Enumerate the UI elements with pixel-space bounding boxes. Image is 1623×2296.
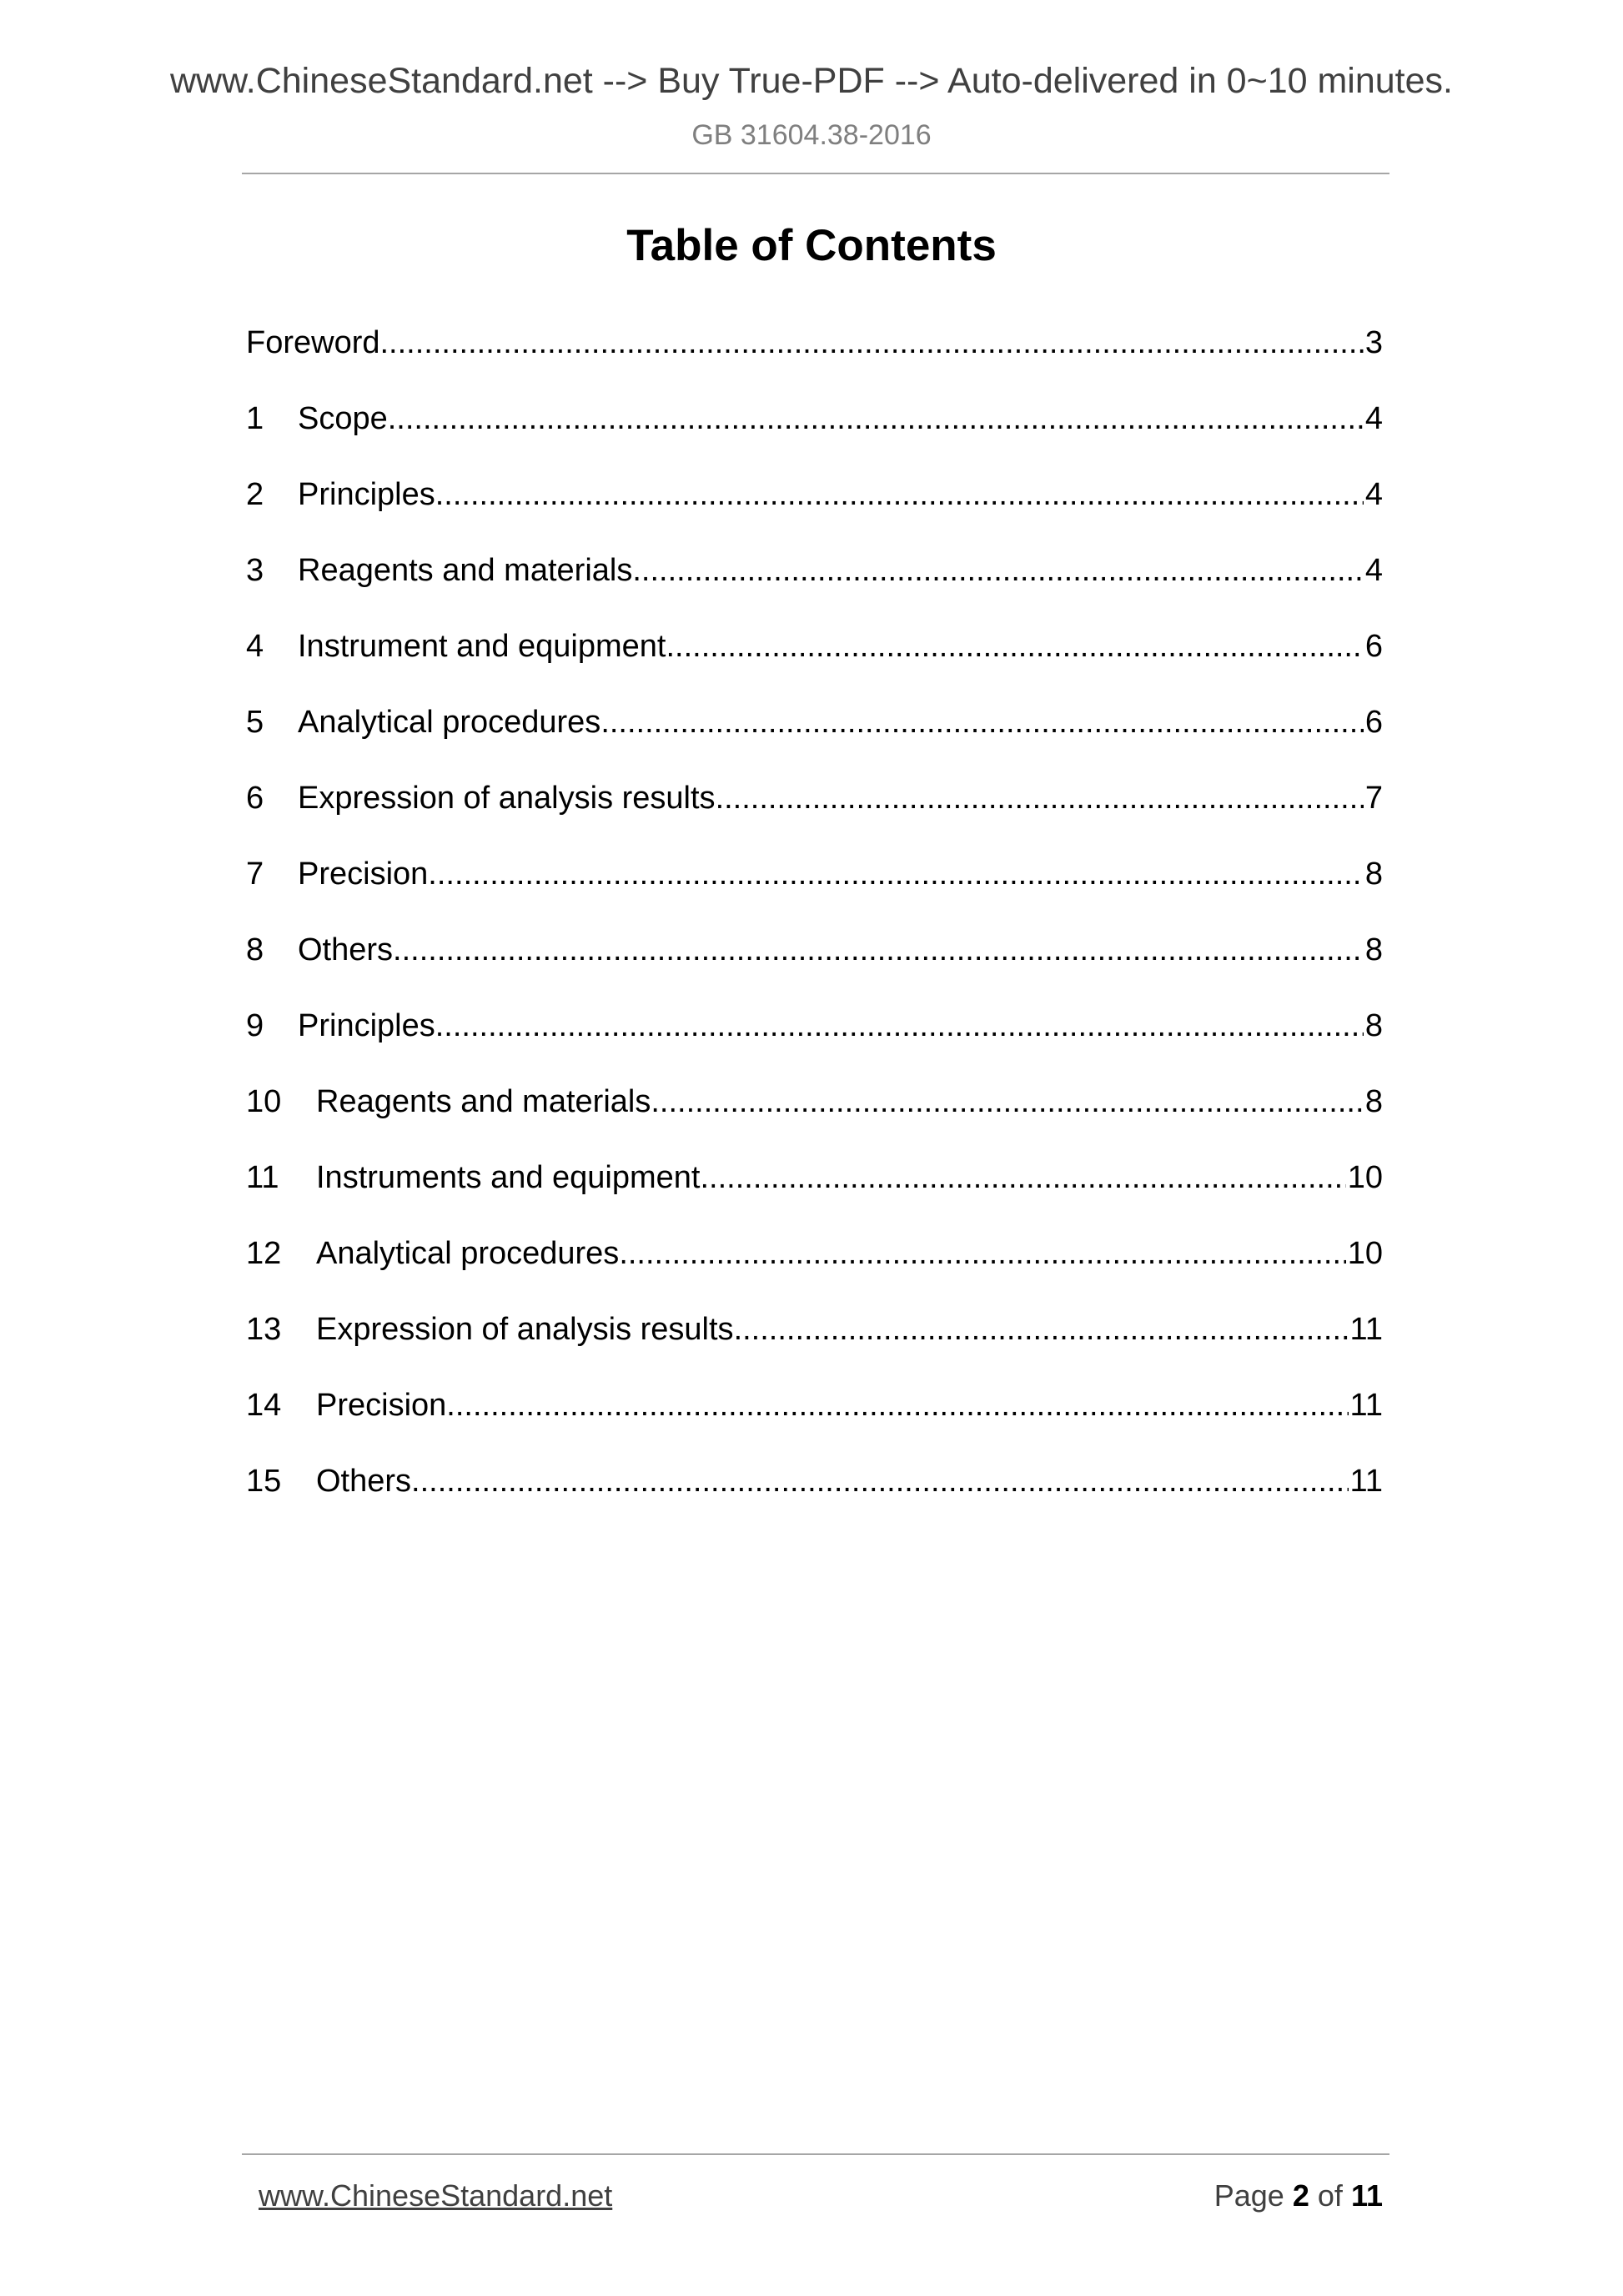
- header-divider: [242, 173, 1389, 174]
- toc-entry[interactable]: [246, 932, 1383, 1008]
- toc-entry-page: 11: [1349, 1464, 1383, 1499]
- toc-dot-leader: [632, 553, 1364, 588]
- toc-dot-leader: [600, 705, 1364, 740]
- toc-dot-leader: [393, 932, 1364, 967]
- toc-entry-label: Reagents and materials: [316, 1084, 651, 1119]
- toc-entry-number: 4: [246, 629, 264, 664]
- toc-entry[interactable]: [246, 705, 1383, 781]
- toc-entry-label: Analytical procedures: [298, 705, 601, 740]
- footer-website-link[interactable]: www.ChineseStandard.net: [259, 2178, 613, 2213]
- toc-entry-label: Precision: [298, 857, 429, 892]
- toc-dot-leader: [734, 1312, 1349, 1347]
- toc-entry-page: 8: [1364, 1008, 1383, 1043]
- toc-dot-leader: [666, 629, 1364, 664]
- toc-entry-number: 6: [246, 781, 264, 816]
- table-of-contents: [246, 325, 1383, 1540]
- toc-entry-number: 9: [246, 1008, 264, 1043]
- toc-entry-number: 10: [246, 1084, 282, 1119]
- page-title: Table of Contents: [626, 221, 997, 270]
- toc-entry-page: 6: [1364, 629, 1383, 664]
- toc-entry[interactable]: [246, 477, 1383, 553]
- page-of: of: [1317, 2178, 1343, 2213]
- toc-entry-number: 13: [246, 1312, 282, 1347]
- standard-id: GB 31604.38-2016: [691, 119, 932, 151]
- toc-entry[interactable]: [246, 781, 1383, 857]
- toc-dot-leader: [435, 477, 1364, 512]
- toc-entry-page: 8: [1364, 857, 1383, 892]
- toc-entry[interactable]: [246, 1312, 1383, 1388]
- toc-entry-label: Principles: [298, 477, 435, 512]
- toc-dot-leader: [435, 1008, 1364, 1043]
- toc-entry-page: 4: [1364, 477, 1383, 512]
- toc-entry-label: Foreword: [246, 325, 380, 360]
- page-total: 11: [1350, 2178, 1383, 2213]
- toc-entry-page: 6: [1364, 705, 1383, 740]
- page-prefix: Page: [1213, 2178, 1284, 2213]
- toc-entry-number: 2: [246, 477, 264, 512]
- toc-dot-leader: [651, 1084, 1364, 1119]
- toc-entry[interactable]: [246, 401, 1383, 477]
- toc-entry-page: 10: [1347, 1236, 1383, 1271]
- toc-entry-page: 8: [1364, 1084, 1383, 1119]
- toc-entry[interactable]: [246, 1464, 1383, 1540]
- toc-dot-leader: [388, 401, 1364, 436]
- page-current: 2: [1292, 2178, 1309, 2213]
- toc-entry-number: 8: [246, 932, 264, 967]
- toc-entry-page: 10: [1347, 1160, 1383, 1195]
- header-banner: www.ChineseStandard.net --> Buy True-PDF --> Auto-delivered in 0~10 minutes.: [169, 61, 1453, 101]
- toc-dot-leader: [716, 781, 1364, 816]
- toc-entry[interactable]: [246, 1084, 1383, 1160]
- toc-dot-leader: [619, 1236, 1345, 1271]
- toc-entry-number: 12: [246, 1236, 282, 1271]
- toc-entry-label: Reagents and materials: [298, 553, 633, 588]
- toc-entry-label: Expression of analysis results: [316, 1312, 734, 1347]
- toc-dot-leader: [380, 325, 1364, 360]
- toc-dot-leader: [428, 857, 1364, 892]
- toc-entry-page: 11: [1349, 1312, 1383, 1347]
- toc-entry-number: 15: [246, 1464, 282, 1499]
- toc-entry[interactable]: [246, 857, 1383, 932]
- toc-entry[interactable]: [246, 1160, 1383, 1236]
- toc-entry-number: 14: [246, 1388, 282, 1423]
- page-indicator: [1214, 2179, 1383, 2213]
- toc-entry-label: Principles: [298, 1008, 435, 1043]
- toc-entry-label: Precision: [316, 1388, 447, 1423]
- toc-entry-page: 4: [1364, 553, 1383, 588]
- toc-entry-label: Expression of analysis results: [298, 781, 716, 816]
- toc-entry[interactable]: [246, 1008, 1383, 1084]
- footer-divider: [242, 2153, 1389, 2155]
- toc-entry[interactable]: [246, 1236, 1383, 1312]
- toc-dot-leader: [701, 1160, 1346, 1195]
- toc-dot-leader: [411, 1464, 1349, 1499]
- toc-entry-label: Scope: [298, 401, 388, 436]
- toc-entry-label: Others: [298, 932, 394, 967]
- toc-entry-label: Analytical procedures: [316, 1236, 620, 1271]
- toc-entry-number: 3: [246, 553, 264, 588]
- toc-entry[interactable]: [246, 553, 1383, 629]
- toc-entry-label: Instruments and equipment: [316, 1160, 701, 1195]
- toc-entry-page: 4: [1364, 401, 1383, 436]
- toc-entry-number: 5: [246, 705, 264, 740]
- toc-dot-leader: [446, 1388, 1348, 1423]
- toc-entry-page: 11: [1349, 1388, 1383, 1423]
- toc-entry[interactable]: [246, 629, 1383, 705]
- toc-entry-label: Instrument and equipment: [298, 629, 666, 664]
- toc-entry-page: 3: [1364, 325, 1383, 360]
- toc-entry-number: 7: [246, 857, 264, 892]
- toc-entry-label: Others: [316, 1464, 412, 1499]
- toc-entry-page: 7: [1364, 781, 1383, 816]
- toc-entry-number: 11: [246, 1160, 279, 1195]
- toc-entry[interactable]: [246, 325, 1383, 401]
- toc-entry-page: 8: [1364, 932, 1383, 967]
- toc-entry[interactable]: [246, 1388, 1383, 1464]
- toc-entry-number: 1: [246, 401, 264, 436]
